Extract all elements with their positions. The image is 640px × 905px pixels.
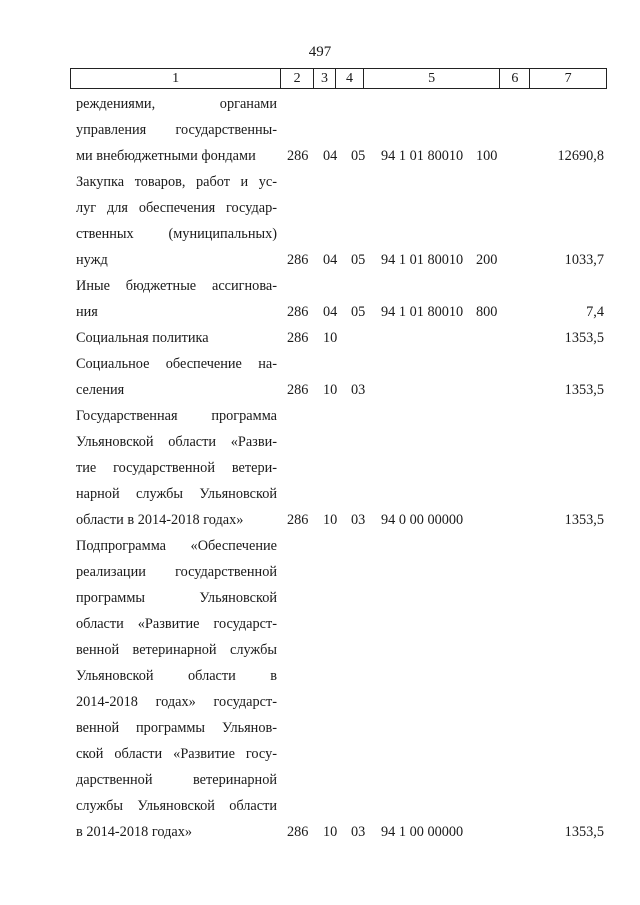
cell-pr: 03 <box>351 382 366 398</box>
table-row <box>0 351 640 403</box>
header-col-6: 6 <box>500 69 530 88</box>
cell-vr: 200 <box>476 252 498 268</box>
cell-gr: 286 <box>287 304 309 320</box>
row-name-line: Государственная программа <box>76 408 277 424</box>
cell-sum: 12690,8 <box>557 148 604 164</box>
row-name-line: Социальное обеспечение на- <box>76 356 277 372</box>
table-row <box>0 403 640 533</box>
cell-sum: 1353,5 <box>564 330 604 346</box>
cell-sum: 1353,5 <box>564 512 604 528</box>
header-col-5: 5 <box>364 69 500 88</box>
cell-rz: 04 <box>323 304 338 320</box>
cell-pr: 05 <box>351 304 366 320</box>
table-header <box>70 68 607 89</box>
row-name-line: нужд <box>76 252 108 268</box>
row-name-line: реждениями, органами <box>76 96 277 112</box>
row-name-line: селения <box>76 382 125 398</box>
table-row <box>0 273 640 325</box>
row-name-line: ской области «Развитие госу- <box>76 746 277 762</box>
cell-cs: 94 1 01 80010 <box>381 252 464 268</box>
cell-gr: 286 <box>287 512 309 528</box>
cell-sum: 7,4 <box>586 304 604 320</box>
row-name-line: Иные бюджетные ассигнова- <box>76 278 277 294</box>
cell-pr: 05 <box>351 148 366 164</box>
row-name-line: венной программы Ульянов- <box>76 720 277 736</box>
header-col-3: 3 <box>314 69 336 88</box>
cell-cs: 94 1 01 80010 <box>381 304 464 320</box>
row-name-line: Ульяновской области в <box>76 668 277 684</box>
row-name-line: области «Развитие государст- <box>76 616 277 632</box>
row-name-line: тие государственной ветери- <box>76 460 277 476</box>
header-col-7: 7 <box>564 70 572 86</box>
cell-cs: 94 1 01 80010 <box>381 148 464 164</box>
cell-rz: 04 <box>323 252 338 268</box>
cell-gr: 286 <box>287 330 309 346</box>
cell-sum: 1353,5 <box>564 824 604 840</box>
cell-pr: 05 <box>351 252 366 268</box>
cell-pr: 03 <box>351 824 366 840</box>
cell-rz: 10 <box>323 512 338 528</box>
row-name-line: ственных (муниципальных) <box>76 226 277 242</box>
row-name-line: 2014-2018 годах» государст- <box>76 694 277 710</box>
cell-rz: 10 <box>323 824 338 840</box>
cell-sum: 1353,5 <box>564 382 604 398</box>
page-number: 497 <box>308 44 332 60</box>
cell-vr: 100 <box>476 148 498 164</box>
row-name-line: реализации государственной <box>76 564 277 580</box>
row-name-line: программы Ульяновской <box>76 590 277 606</box>
table-row <box>0 325 640 351</box>
header-col-1: 1 <box>71 69 281 88</box>
row-name-line: Закупка товаров, работ и ус- <box>76 174 277 190</box>
cell-gr: 286 <box>287 148 309 164</box>
row-name-line: венной ветеринарной службы <box>76 642 277 658</box>
cell-cs: 94 0 00 00000 <box>381 512 464 528</box>
cell-rz: 10 <box>323 382 338 398</box>
cell-gr: 286 <box>287 252 309 268</box>
cell-cs: 94 1 00 00000 <box>381 824 464 840</box>
cell-rz: 04 <box>323 148 338 164</box>
table-row <box>0 533 640 845</box>
table-row <box>0 169 640 273</box>
cell-sum: 1033,7 <box>564 252 604 268</box>
cell-vr: 800 <box>476 304 498 320</box>
row-name-line: луг для обеспечения государ- <box>76 200 277 216</box>
row-name-line: в 2014-2018 годах» <box>76 824 193 840</box>
header-col-4: 4 <box>336 69 364 88</box>
row-name-line: ми внебюджетными фондами <box>76 148 256 164</box>
row-name-line: дарственной ветеринарной <box>76 772 277 788</box>
row-name-line: Ульяновской области «Разви- <box>76 434 277 450</box>
table-row <box>0 91 640 169</box>
cell-gr: 286 <box>287 824 309 840</box>
cell-pr: 03 <box>351 512 366 528</box>
row-name-line: службы Ульяновской области <box>76 798 277 814</box>
cell-gr: 286 <box>287 382 309 398</box>
header-col-2: 2 <box>281 69 314 88</box>
row-name-line: области в 2014-2018 годах» <box>76 512 244 528</box>
row-name-line: ния <box>76 304 98 320</box>
cell-rz: 10 <box>323 330 338 346</box>
row-name-line: Подпрограмма «Обеспечение <box>76 538 277 554</box>
row-name-line: нарной службы Ульяновской <box>76 486 277 502</box>
row-name-line: Социальная политика <box>76 330 209 346</box>
row-name-line: управления государственны- <box>76 122 277 138</box>
